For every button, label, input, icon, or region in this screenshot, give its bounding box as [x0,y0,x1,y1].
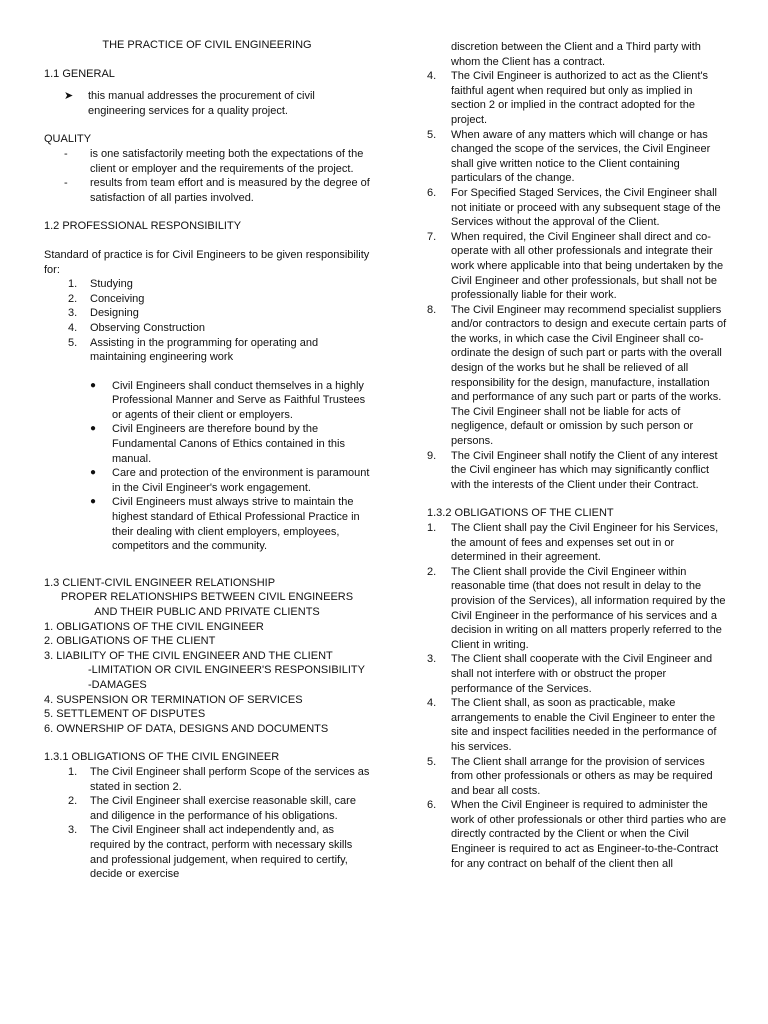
arrow-bullet-icon: ➤ [64,90,74,103]
dash-bullet-icon: - [64,177,68,190]
list-item: 5. When aware of any matters which will change or has changed the scope of the services, the Civil Engineer shall give written notice to the Client containing particulars of the change. [427,128,711,185]
section-obligations-client-heading: 1.3.2 OBLIGATIONS OF THE CLIENT [427,507,614,520]
obligations-client-list [427,521,727,871]
list-item: 3. Designing [68,307,139,320]
list-item: 2. Conceiving [68,292,145,305]
general-list [44,89,370,118]
bullet-icon: ● [90,496,97,508]
obligations-engineer-list-continued [427,69,727,492]
left-column [44,38,370,882]
dash-bullet-icon: - [64,147,68,160]
obligations-engineer-list [44,765,370,882]
list-item: 2. The Client shall provide the Civil Engineer within reasonable time (that does not result in delay to the provision of the Services), all information required by the Civil Engineer in the performance of his services and a decision in writing on all matters properly referred to the Client in writing. [427,565,726,651]
document-title: THE PRACTICE OF CIVIL ENGINEERING [102,39,312,51]
list-item: 1. The Client shall pay the Civil Engineer for his Services, the amount of fees and expenses set out in or determined in their agreement. [427,522,719,564]
list-item: ● Civil Engineers shall conduct themselves in a highly Professional Manner and Serve as Faithful Trustees or agents of their client or employers. [90,379,366,421]
section-obligations-engineer-heading: 1.3.1 OBLIGATIONS OF THE CIVIL ENGINEER [44,751,280,764]
quality-heading: QUALITY [44,133,92,146]
list-item: 8. The Civil Engineer may recommend specialist suppliers and/or contractors to design and execute certain parts of the works, in which case the Civil Engineer shall co-ordinate the design of such part or parts with the overall design of the works but he shall be relieved of all responsibility for the design, manufacture, installation and performance of any such part or parts of the works. The Civil Engineer shall not be liable for acts of negligence, default or omission by such person or persons. [427,303,727,448]
list-item: 9. The Civil Engineer shall notify the Client of any interest the Civil engineer has which may significantly conflict with the interests of the Client under their Contract. [427,449,718,491]
list-item: 6. OWNERSHIP OF DATA, DESIGNS AND DOCUMENTS [44,722,329,735]
bullet-icon: ● [90,379,97,391]
quality-list [44,147,370,205]
list-item: 4. The Client shall, as soon as practicable, make arrangements to enable the Civil Engineer to enter the site and inspect facilities needed in the performance of his services. [427,697,717,753]
list-item: 1. OBLIGATIONS OF THE CIVIL ENGINEER [44,620,264,633]
section-general-heading: 1.1 GENERAL [44,67,115,80]
list-item: ● Care and protection of the environment is paramount in the Civil Engineer's work engagement. [90,467,370,494]
bullet-icon: ● [90,467,97,479]
list-item: 7. When required, the Civil Engineer shall direct and co-operate with all other professionals and integrate their work where applicable into that being undertaken by the Civil Engineer and other professionals, but shall not be professionally liable for their work. [427,230,724,302]
list-item: - results from team effort and is measured by the degree of satisfaction of all parties involved. [64,177,370,204]
list-item: ● Civil Engineers must always strive to maintain the highest standard of Ethical Professional Practice in their dealing with client employers, employees, competitors and the community. [90,496,360,553]
list-item: 1. Studying [68,278,133,291]
list-item: 3. LIABILITY OF THE CIVIL ENGINEER AND THE CLIENT [44,649,333,662]
list-item: 5. SETTLEMENT OF DISPUTES [44,708,206,721]
relationship-subtitle: AND THEIR PUBLIC AND PRIVATE CLIENTS [94,606,320,618]
list-item: 4. The Civil Engineer is authorized to act as the Client's faithful agent when required but only as implied in section 2 or implied in the contract adopted for the project. [427,70,709,126]
list-item: ● Civil Engineers are therefore bound by the Fundamental Canons of Ethics contained in this manual. [90,423,345,465]
list-item: 6. When the Civil Engineer is required to administer the work of other professionals or other third parties who are directly contracted by the Client or when the Civil Engineer is required to act as Engineer-to-the-Contract for any contract on behalf of the client then all [427,799,727,870]
list-subitem: -DAMAGES [88,678,147,691]
list-item: 4. SUSPENSION OR TERMINATION OF SERVICES [44,693,303,706]
continued-text: discretion between the Client and a Third party with whom the Client has a contract. [451,41,701,68]
list-item: - is one satisfactorily meeting both the expectations of the client or employer and the requirements of the project. [64,147,364,175]
list-item: 5. Assisting in the programming for operating and maintaining engineering work [68,336,319,364]
list-item: 6. For Specified Staged Services, the Civil Engineer shall not initiate or proceed with any subsequent stage of the Services without the approval of the Client. [427,186,721,229]
list-item: 3. The Civil Engineer shall act independently and, as required by the contract, perform with necessary skills and professional judgement, when required to certify, decide or exercise [68,824,353,881]
list-item: 2. OBLIGATIONS OF THE CLIENT [44,635,216,648]
section-relationship-heading: 1.3 CLIENT-CIVIL ENGINEER RELATIONSHIP [44,576,276,589]
right-column [427,40,727,871]
professional-intro: Standard of practice is for Civil Engineers to be given responsibility for: [44,248,370,276]
list-item: 5. The Client shall arrange for the provision of services from other professionals or others as may be required and bear all costs. [427,755,713,797]
relationship-subtitle: PROPER RELATIONSHIPS BETWEEN CIVIL ENGINEERS [60,591,354,604]
professional-list [44,277,370,365]
professional-bullets [44,379,370,554]
list-item: 4. Observing Construction [68,321,205,334]
list-item: 2. The Civil Engineer shall exercise reasonable skill, care and diligence in the performance of his obligations. [68,795,356,822]
section-professional-heading: 1.2 PROFESSIONAL RESPONSIBILITY [44,220,242,233]
list-item: 3. The Client shall cooperate with the Civil Engineer and shall not interfere with or obstruct the proper performance of the Services. [427,653,713,695]
list-item: 1. The Civil Engineer shall perform Scope of the services as stated in section 2. [68,765,370,793]
bullet-icon: ● [90,423,97,435]
list-item: ➤ this manual addresses the procurement of civil engineering services for a quality project. [64,90,315,117]
list-subitem: -LIMITATION OR CIVIL ENGINEER'S RESPONSIBILITY [88,664,365,677]
